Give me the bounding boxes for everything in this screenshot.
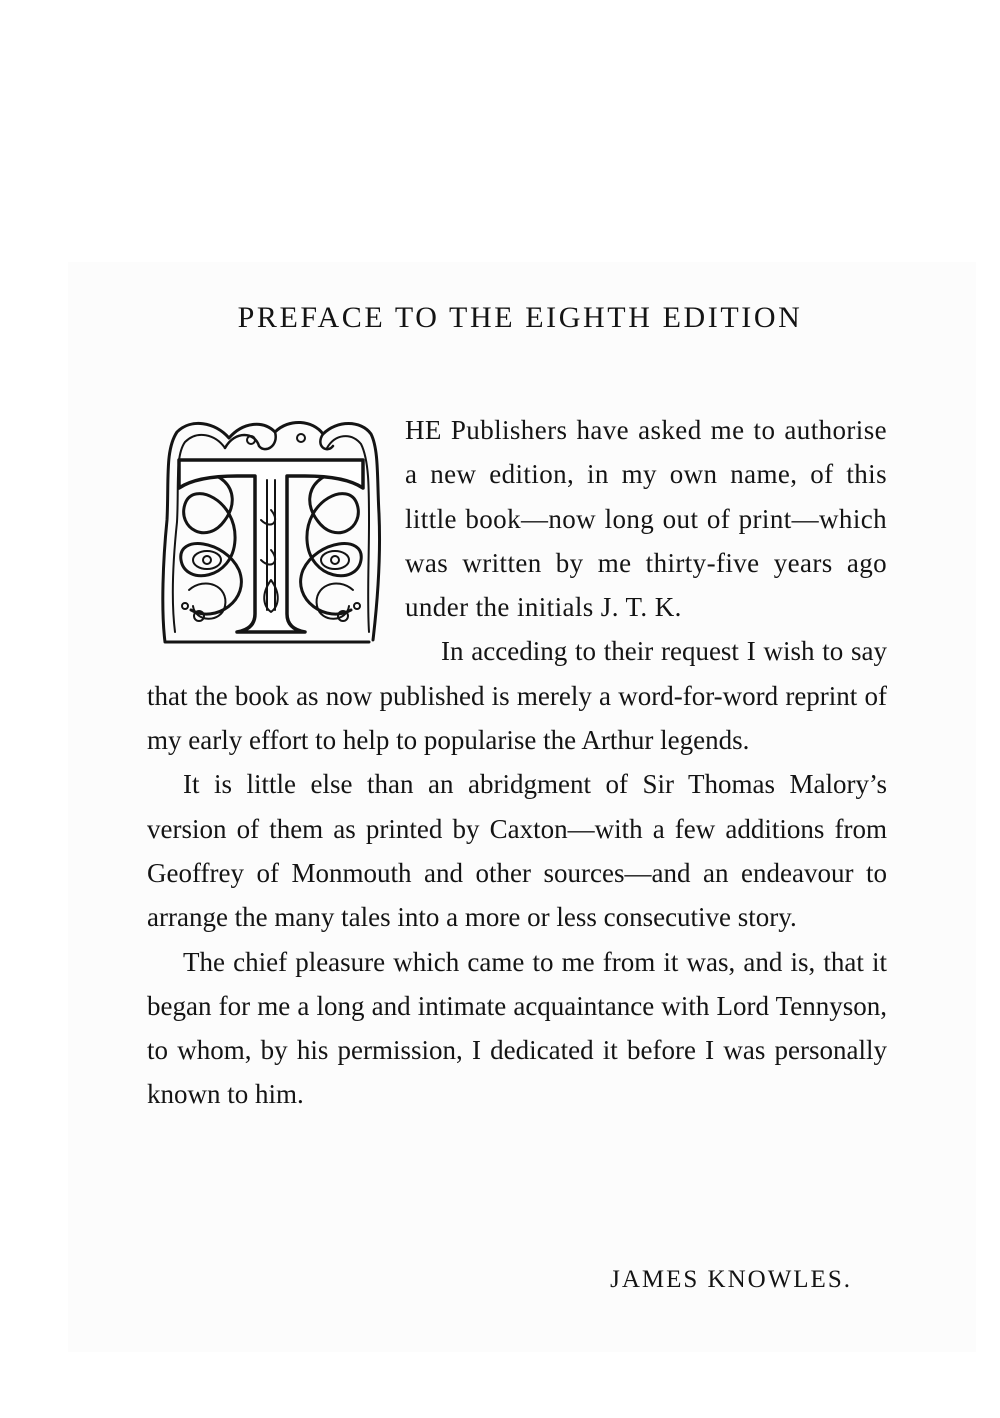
knotwork-initial-icon [155,410,387,650]
paragraph-2: In acceding to their request I wish to say that the book as now published is merely a word-for-word reprint of my early effort to help to popularise the Arthur legends. [147,636,887,756]
ornamental-drop-cap-t [155,410,387,650]
author-signature: JAMES KNOWLES. [610,1266,852,1293]
paragraph-3: It is little else than an abridgment of Sir Thomas Malory’s version of them as printed by Caxton—with a few additions from Geoffrey of Monmouth and other sources—and an endeavour to arrange the many tales into a more or less consecutive story. [147,769,887,933]
paragraph-4: The chief pleasure which came to me from it was, and is, that it began for me a long and intimate acquaintance with Lord Tennyson, to whom, by his permission, I dedicated it before I was personally known to him. [147,946,887,1110]
first-paragraph-text: HE Publishers have asked me to authorise a new edition, in my own name, of this little book—now long out of print—which was written by me thirty-five years ago under the initials J. T. K. [405,415,887,623]
page-title: PREFACE TO THE EIGHTH EDITION [237,301,803,334]
paragraph-1 [147,408,887,629]
preface-body [147,408,887,1117]
